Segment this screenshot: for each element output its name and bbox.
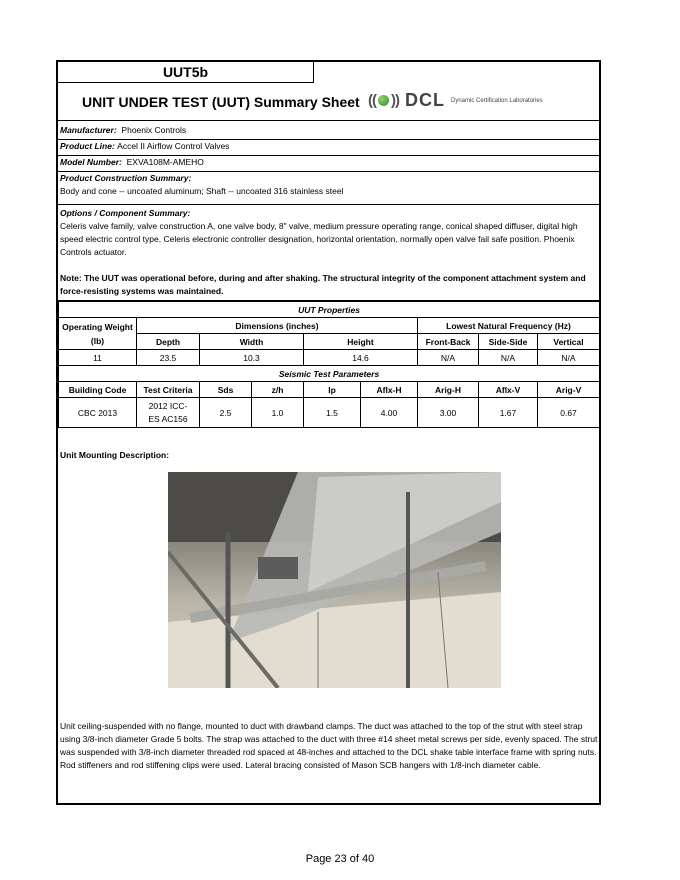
seismic-value-cell: 3.00 — [418, 398, 479, 428]
construction-label: Product Construction Summary: — [60, 173, 192, 183]
summary-sheet — [56, 60, 601, 805]
front-back-header: Front-Back — [418, 334, 479, 350]
model-row: Model Number: EXVA108M-AMEHO — [60, 157, 204, 167]
seismic-header-cell: Building Code — [59, 382, 137, 398]
uut-properties-table — [58, 301, 600, 428]
frequency-header: Lowest Natural Frequency (Hz) — [418, 318, 600, 334]
seismic-value-cell: 2.5 — [200, 398, 252, 428]
weight-value: 11 — [59, 350, 137, 366]
manufacturer-row: Manufacturer: Phoenix Controls — [60, 125, 187, 135]
divider — [58, 155, 599, 156]
side-side-header: Side-Side — [479, 334, 538, 350]
mounting-label: Unit Mounting Description: — [60, 450, 170, 460]
sheet-title: UNIT UNDER TEST (UUT) Summary Sheet — [82, 94, 360, 110]
divider — [58, 120, 599, 121]
side-side-value: N/A — [479, 350, 538, 366]
divider — [58, 171, 599, 172]
options-label: Options / Component Summary: — [60, 208, 191, 218]
mounting-photo — [168, 472, 501, 688]
height-header: Height — [304, 334, 418, 350]
seismic-heading: Seismic Test Parameters — [59, 366, 600, 382]
front-back-value: N/A — [418, 350, 479, 366]
seismic-value-cell: 1.0 — [252, 398, 304, 428]
vertical-value: N/A — [538, 350, 600, 366]
seismic-header-cell: Aflx-H — [361, 382, 418, 398]
seismic-value-cell: 4.00 — [361, 398, 418, 428]
mounting-photo-drawing — [168, 472, 501, 688]
seismic-header-cell: Ip — [304, 382, 361, 398]
uut-properties-heading: UUT Properties — [59, 302, 600, 318]
seismic-header-cell: Aflx-V — [479, 382, 538, 398]
seismic-value-cell: 2012 ICC-ES AC156 — [137, 398, 200, 428]
page-number: Page 23 of 40 — [305, 853, 375, 865]
divider — [58, 139, 599, 140]
weight-header: Operating Weight (lb) — [59, 318, 137, 350]
uut-tag: UUT5b — [58, 62, 314, 83]
seismic-header-cell: z/h — [252, 382, 304, 398]
logo-dot-icon — [378, 95, 389, 106]
seismic-value-cell: 1.5 — [304, 398, 361, 428]
note-text: Note: The UUT was operational before, during and after shaking. The structural integrity of the component attachment system and force-resisting systems was maintained. — [60, 273, 586, 296]
seismic-value-cell: 1.67 — [479, 398, 538, 428]
mounting-text: Unit ceiling-suspended with no flange, mounted to duct with drawband clamps. The duct was attached to the top of the strut with steel strap using 3/8-inch diameter Grade 5 bolts. The strap was attached to the duct with three #14 sheet metal screws per side, evenly spaced. The strut was suspended with 3/8-inch diameter threaded rod spaced at 48-inches and attached to the DCL shake table interface frame with spring nuts. Rod stiffeners and rod stiffening clips were used. Lateral bracing consisted of Mason SCB hangers with 1/8-inch diameter cable. — [60, 721, 598, 770]
width-value: 10.3 — [200, 350, 304, 366]
seismic-header-cell: Arig-V — [538, 382, 600, 398]
logo-subtitle: Dynamic Certification Laboratories — [451, 97, 543, 104]
seismic-value-cell: 0.67 — [538, 398, 600, 428]
seismic-value-cell: CBC 2013 — [59, 398, 137, 428]
seismic-header-cell: Test Criteria — [137, 382, 200, 398]
construction-text: Body and cone -- uncoated aluminum; Shaft -- uncoated 316 stainless steel — [60, 186, 344, 196]
vertical-header: Vertical — [538, 334, 600, 350]
logo-text: DCL — [405, 90, 445, 110]
depth-header: Depth — [137, 334, 200, 350]
width-header: Width — [200, 334, 304, 350]
divider — [58, 204, 599, 205]
options-text: Celeris valve family, valve construction A, one valve body, 8" valve, medium pressure operating range, conical shaped diffuser, digital high speed electric control type, Celeris electronic controller designation, horizontal orientation, normally open valve fail safe position. Phoenix Controls actuator. — [60, 221, 578, 257]
product-line-row: Product Line: Accel II Airflow Control Valves — [60, 141, 230, 151]
seismic-header-cell: Arig-H — [418, 382, 479, 398]
seismic-header-cell: Sds — [200, 382, 252, 398]
depth-value: 23.5 — [137, 350, 200, 366]
dcl-logo: (( )) DCL Dynamic Certification Laboratories — [368, 90, 543, 110]
dimensions-header: Dimensions (inches) — [137, 318, 418, 334]
height-value: 14.6 — [304, 350, 418, 366]
